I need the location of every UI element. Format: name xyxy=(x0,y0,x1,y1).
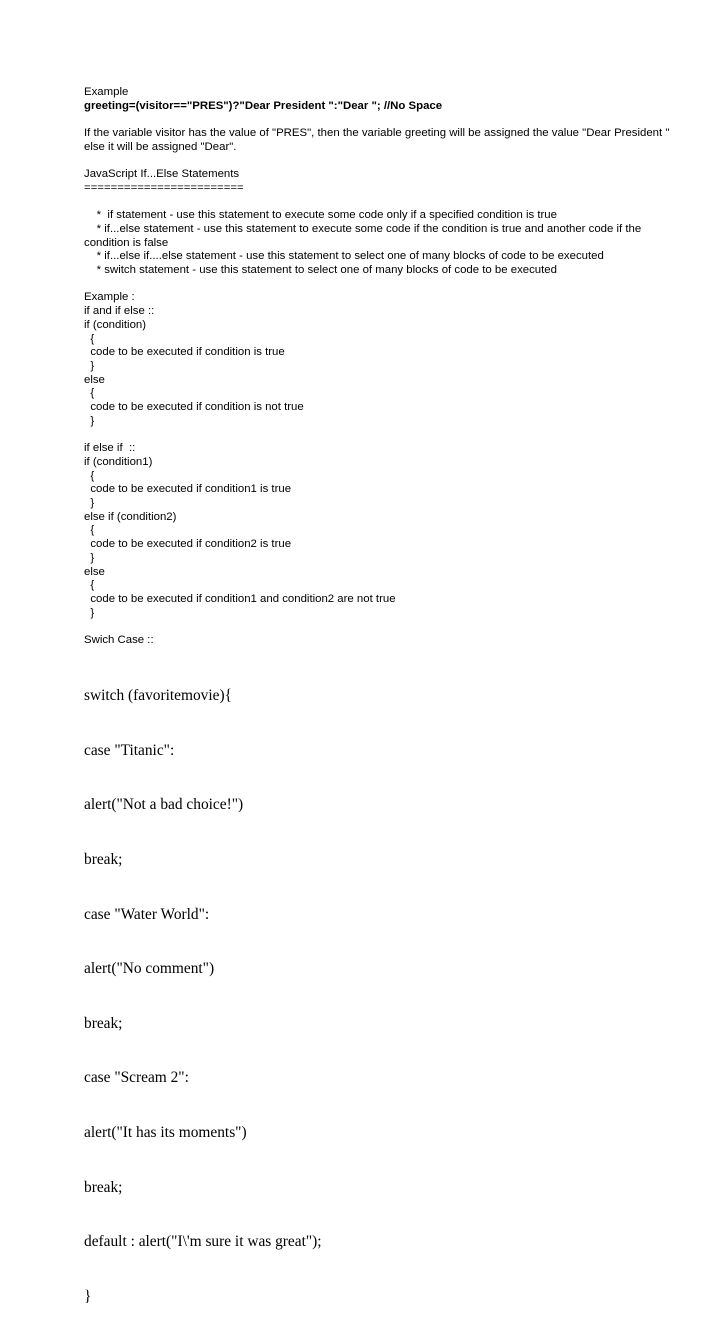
code-line: code to be executed if condition2 is true xyxy=(84,538,292,551)
code-line: default : alert("I\'m sure it was great"); xyxy=(84,1233,322,1251)
statement-type-item: * if statement - use this statement to execute some code only if a specified condition is true xyxy=(84,209,557,222)
code-line: else if (condition2) xyxy=(84,510,177,523)
code-line: code to be executed if condition is true xyxy=(84,346,285,359)
code-line: if (condition1) xyxy=(84,455,153,468)
code-line: code to be executed if condition1 is true xyxy=(84,483,292,496)
code-line: Example : xyxy=(84,291,135,304)
document-page xyxy=(84,86,684,1342)
statement-type-item: * if...else if....else statement - use this statement to select one of many blocks of code to be executed xyxy=(84,250,604,263)
code-line: break; xyxy=(84,850,123,868)
code-line: code to be executed if condition is not true xyxy=(84,401,304,414)
spacer xyxy=(84,278,684,292)
code-line: case "Titanic": xyxy=(84,741,175,759)
code-line: { xyxy=(84,469,95,482)
code-line: alert("It has its moments") xyxy=(84,1124,247,1142)
code-line: alert("No comment") xyxy=(84,960,215,978)
ternary-explanation: If the variable visitor has the value of "PRES", then the variable greeting will be assigned the value "Dear President " else it will be assigned "Dear". xyxy=(84,127,673,153)
statement-type-item: * if...else statement - use this statement to execute some code if the condition is true and another code if the condition is false xyxy=(84,222,645,249)
code-line: } xyxy=(84,497,95,510)
switch-code-block xyxy=(84,651,684,1342)
ternary-code: greeting=(visitor=="PRES")?"Dear President ":"Dear "; //No Space xyxy=(84,99,443,112)
code-line: } xyxy=(84,414,95,427)
example-heading: Example xyxy=(84,86,129,98)
code-line: code to be executed if condition1 and condition2 are not true xyxy=(84,592,396,605)
else-if-example xyxy=(84,442,684,620)
code-line: { xyxy=(84,387,95,400)
code-line: break; xyxy=(84,1014,123,1032)
statement-types-list xyxy=(84,209,684,278)
section-underline: ======================== xyxy=(84,181,244,194)
code-line: } xyxy=(84,1287,92,1305)
code-line: if and if else :: xyxy=(84,305,155,318)
code-line: if else if :: xyxy=(84,442,136,455)
code-line: } xyxy=(84,551,95,564)
code-line: { xyxy=(84,332,95,345)
if-else-example xyxy=(84,291,684,428)
statement-type-item: * switch statement - use this statement to select one of many blocks of code to be executed xyxy=(84,264,557,277)
spacer xyxy=(84,113,684,127)
code-line: { xyxy=(84,524,95,537)
spacer xyxy=(84,620,684,634)
code-line: case "Water World": xyxy=(84,905,210,923)
code-line: else xyxy=(84,373,105,386)
switch-heading: Swich Case :: xyxy=(84,634,154,647)
code-line: break; xyxy=(84,1178,123,1196)
code-line: case "Scream 2": xyxy=(84,1069,189,1087)
code-line: if (condition) xyxy=(84,318,147,331)
code-line: alert("Not a bad choice!") xyxy=(84,796,244,814)
code-line: { xyxy=(84,579,95,592)
spacer xyxy=(84,155,684,169)
spacer xyxy=(84,429,684,443)
code-line: else xyxy=(84,565,105,578)
section-title: JavaScript If...Else Statements xyxy=(84,168,240,181)
code-line: switch (favoritemovie){ xyxy=(84,687,232,705)
code-line: } xyxy=(84,360,95,372)
spacer xyxy=(84,196,684,210)
code-line: } xyxy=(84,606,95,619)
